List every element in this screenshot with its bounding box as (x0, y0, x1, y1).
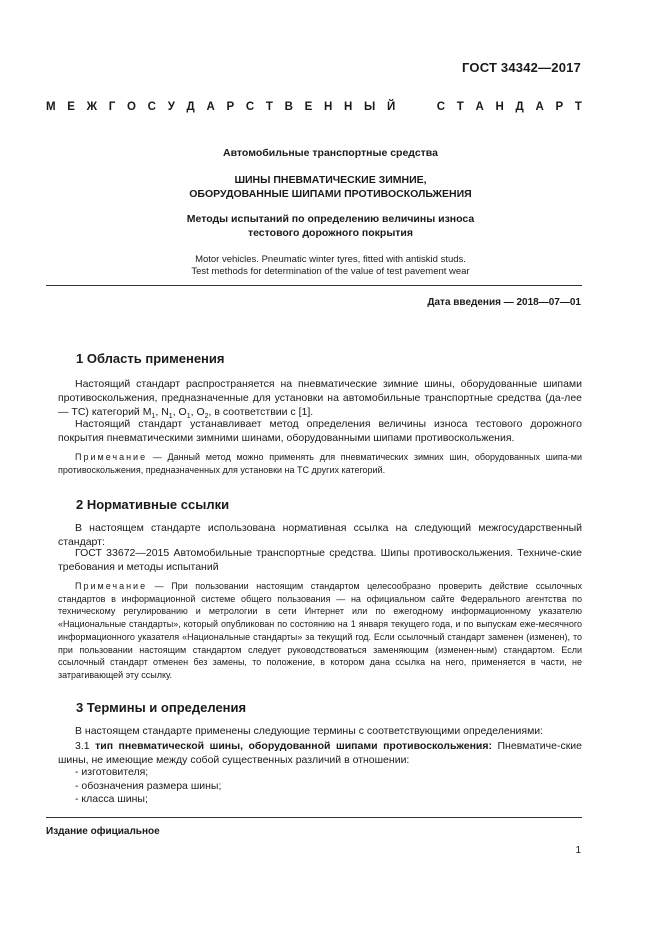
standard-title-line1: ШИНЫ ПНЕВМАТИЧЕСКИЕ ЗИМНИЕ, (234, 174, 427, 186)
interstate-letter: Н (344, 101, 353, 113)
interstate-letter: С (436, 101, 446, 113)
standard-methods-title (0, 212, 661, 240)
interstate-letter (422, 101, 425, 113)
english-title-line1: Motor vehicles. Pneumatic winter tyres, fitted with antiskid studs. (195, 254, 466, 265)
section-1-paragraph-2: Настоящий стандарт устанавливает метод определения величины износа тестового дорожного покрытия пневматическими зимними шинами, оборудованными шипами противоскольжения. (58, 418, 582, 444)
interstate-letter: Д (515, 101, 524, 113)
interstate-letter: Д (186, 101, 195, 113)
section-2-paragraph-1: В настоящем стандарте использована нормативная ссылка на следующий межгосударственный стандарт: (58, 522, 582, 548)
interstate-letter: Т (574, 101, 582, 113)
interstate-letter: Н (323, 101, 333, 113)
list-item: - обозначения размера шины; (75, 779, 222, 792)
term-3-1-list (75, 766, 221, 807)
interstate-letter: А (475, 101, 484, 113)
section-3-paragraph-1: В настоящем стандарте применены следующие термины с соответствующими определениями: (75, 725, 544, 737)
gost-code: ГОСТ 34342—2017 (462, 60, 581, 75)
interstate-letter: Ы (364, 101, 376, 113)
section-2-note: Примечание — При пользовании настоящим стандартом целесообразно проверить действие ссылочных стандартов в информационной системе общего пользования — на официальном сайте Федерального агентства по техническому регулированию и метрологии в сети Интернет или по ежегодному информационному указателю «Национальные стандарты», который опубликован по состоянию на 1 января текущего года, и по выпускам еже-месячного информационного указателя «Национальные стандарты» за текущий год. Если ссылочный стандарт заменен (изменен), то при пользовании настоящим стандартом следует руководствоваться заменяющим (изменен-ным) стандартом. Если ссылочный стандарт отменен без замены, то положение, в котором дана ссылка на него, применяется в части, не затрагивающей эту ссылку. (58, 581, 582, 680)
interstate-standard-heading (46, 101, 582, 113)
interstate-letter: Р (555, 101, 564, 113)
section-2-paragraph-2: ГОСТ 33672—2015 Автомобильные транспортные средства. Шипы противоскольжения. Техниче-ские требования и методы испытаний (58, 547, 582, 573)
interstate-letter: Т (265, 101, 273, 113)
footer-divider (46, 817, 582, 818)
interstate-letter: С (147, 101, 156, 113)
interstate-letter: Г (108, 101, 116, 113)
section-1-heading: 1 Область применения (76, 351, 225, 366)
standard-subject: Автомобильные транспортные средства (223, 147, 438, 159)
interstate-letter: Ж (86, 101, 98, 113)
english-title (0, 254, 661, 278)
section-1-paragraph-1: Настоящий стандарт распространяется на пневматические зимние шины, оборудованные шипами противоскольжения, предназначенные для установки на автомобильные транспортные средства (да-лее — ТС) категорий $M_1$, $N_1$, $O_1$, $O_2$, в соответствии с [1]. (58, 378, 582, 421)
title-divider (46, 285, 582, 286)
section-3-heading: 3 Термины и определения (76, 700, 247, 715)
interstate-letter: А (206, 101, 215, 113)
methods-title-line1: Методы испытаний по определению величины износа (186, 213, 475, 225)
list-item: - класса шины; (75, 793, 148, 805)
interstate-letter: Н (495, 101, 504, 113)
term-3-1: 3.1 тип пневматической шины, оборудованной шипами противоскольжения: Пневматиче-ские шины, не имеющие между собой существенных различий в отношении: (58, 740, 583, 766)
list-item: - изготовителя; (75, 766, 149, 778)
official-edition-label: Издание официальное (46, 826, 160, 837)
section-2-heading: 2 Нормативные ссылки (76, 497, 230, 512)
interstate-letter: Е (304, 101, 313, 113)
interstate-letter: Т (456, 101, 464, 113)
standard-title-line2: ОБОРУДОВАННЫЕ ШИПАМИ ПРОТИВОСКОЛЬЖЕНИЯ (189, 188, 472, 200)
standard-title (0, 173, 661, 201)
interstate-letter: В (284, 101, 293, 113)
interstate-letter: Й (386, 101, 396, 113)
interstate-letter: С (245, 101, 255, 113)
interstate-letter: М (46, 101, 56, 113)
section-1-note: Примечание — Данный метод можно применять для пневматических зимних шин, оборудованных шипа-ми противоскольжения, предназначенных для установки на ТС других категорий. (58, 452, 582, 475)
introduction-date: Дата введения — 2018—07—01 (427, 297, 581, 308)
interstate-letter: О (127, 101, 136, 113)
page-number: 1 (575, 845, 581, 856)
methods-title-line2: тестового дорожного покрытия (247, 227, 414, 239)
interstate-letter: У (167, 101, 175, 113)
interstate-letter: А (535, 101, 544, 113)
interstate-letter: Е (67, 101, 75, 113)
english-title-line2: Test methods for determination of the value of test pavement wear (191, 266, 470, 277)
interstate-letter: Р (226, 101, 235, 113)
interstate-letter (407, 101, 410, 113)
